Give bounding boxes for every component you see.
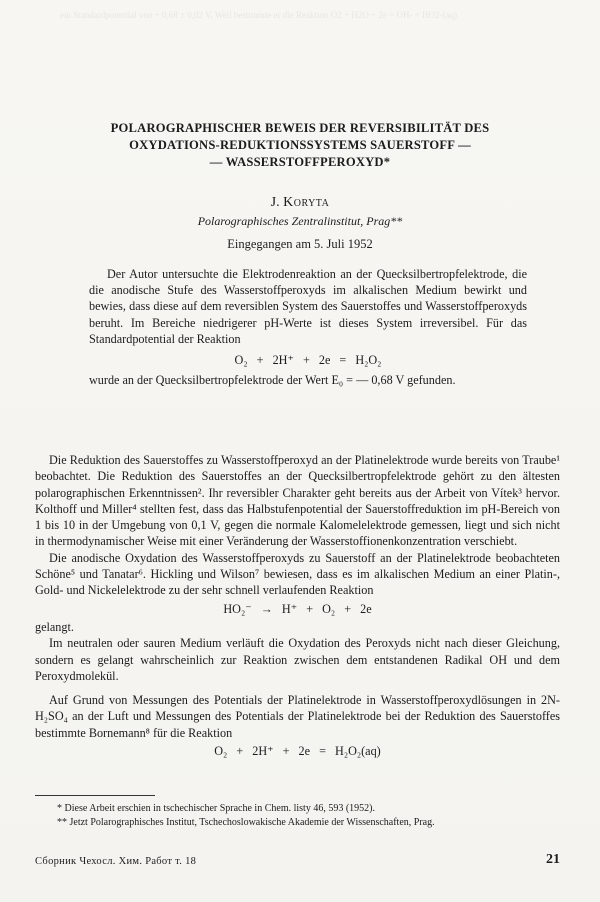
article-title xyxy=(50,120,550,171)
body-equation-2: O₂ + 2H⁺ + 2e = H₂O₂(aq) xyxy=(214,744,381,759)
footnote-separator xyxy=(35,795,155,796)
author-initial: J. xyxy=(270,195,284,210)
abstract-equation: O₂ + 2H⁺ + 2e = H₂O₂ xyxy=(234,353,382,368)
footnotes xyxy=(35,802,560,829)
body-paragraph-3: Im neutralen oder sauren Medium verläuft die Oxydation des Peroxyds nicht nach dieser Gleichung, sondern es gelangt wahrscheinlich zur Reaktion zwischen dem entstandenen Radikal OH und dem Peroxydmolekül. xyxy=(35,636,560,683)
page-number: 21 xyxy=(546,852,560,867)
body-paragraph-2: Die anodische Oxydation des Wasserstoffperoxyds zu Sauerstoff an der Platinelektrode beobachteten Schöne⁵ und Tanatar⁶. Hickling und Wilson⁷ bewiesen, dass es im alkalischen Medium an einer Platin-, Gold- und Nickelelektrode zu der sehr schnell verlaufenden Reaktion xyxy=(35,550,560,598)
bleed-through-text: ein Standardpotential von + 0,68 ± 0,02 V. Weil bestimmte er die Reaktion O2 + H2O + 2e = OH- + HO2-(aq) xyxy=(60,10,458,20)
received-date: Eingegangen am 5. Juli 1952 xyxy=(227,237,373,251)
body-paragraph-2-end: gelangt. xyxy=(35,619,74,634)
abstract-paragraph-2: wurde an der Quecksilbertropfelektrode der Wert E₀ = — 0,68 V gefunden. xyxy=(89,373,456,388)
author xyxy=(50,195,550,211)
body-text xyxy=(35,452,560,761)
footnote-2: ** Jetzt Polarographisches Institut, Tschechoslowakische Akademie der Wissenschaften, Prag. xyxy=(57,816,435,828)
body-paragraph-1: Die Reduktion des Sauerstoffes zu Wasserstoffperoxyd an der Platinelektrode wurde bereits von Traube¹ beobachtet. Die Reduktion des Sauerstoffes an der Quecksilbertropfelektrode gehört zu den ältesten polarographischen Erkenntnissen². Ihr reversibler Charakter geht bereits aus der Arbeit von Vítek³ hervor. Kolthoff und Miller⁴ stellten fest, dass das Halbstufenpotential der Sauerstoffreduktion im pH-Bereich von 1 bis 10 in der Umgebung von 0,1 V, gegen die normale Kalomelelektrode gemessen, liegt und sich nicht in thermodynamischer Weise mit einer Veränderung der Wasserstoffionenkonzentration verschiebt. xyxy=(35,453,560,549)
title-line-3: — WASSERSTOFFPEROXYD* xyxy=(209,155,391,169)
abstract xyxy=(89,266,527,388)
author-surname: Koryta xyxy=(283,195,330,210)
title-line-2: OXYDATIONS-REDUKTIONSSYSTEMS SAUERSTOFF — xyxy=(129,138,471,152)
footnote-1: * Diese Arbeit erschien in tschechischer Sprache in Chem. listy 46, 593 (1952). xyxy=(57,803,375,814)
journal-footer: Сборник Чехосл. Хим. Работ т. 18 xyxy=(35,856,197,867)
body-equation-1: HO₂⁻ → H⁺ + O₂ + 2e xyxy=(223,601,372,616)
abstract-paragraph-1: Der Autor untersuchte die Elektrodenreaktion an der Quecksilbertropfelektrode, die die anodische Stufe des Wasserstoffperoxyds im alkalischen Medium bewirkt und bewies, dass diese auf dem reversiblen System des Sauerstoffes und Wasserstoffperoxyds beruht. Im Bereiche niedrigerer pH-Werte ist dieses System irreversibel. Für das Standardpotential der Reaktion xyxy=(89,267,527,346)
title-line-1: POLAROGRAPHISCHER BEWEIS DER REVERSIBILITÄT DES xyxy=(110,121,490,135)
body-paragraph-4: Auf Grund von Messungen des Potentials der Platinelektrode in Wasserstoffperoxydlösungen in 2N-H₂SO₄ an der Luft und Messungen des Potentials der Platinelektrode bei der Reduktion des Sauerstoffes bestimmte Bornemann⁸ für die Reaktion xyxy=(35,693,560,740)
affiliation: Polarographisches Zentralinstitut, Prag** xyxy=(197,214,403,228)
